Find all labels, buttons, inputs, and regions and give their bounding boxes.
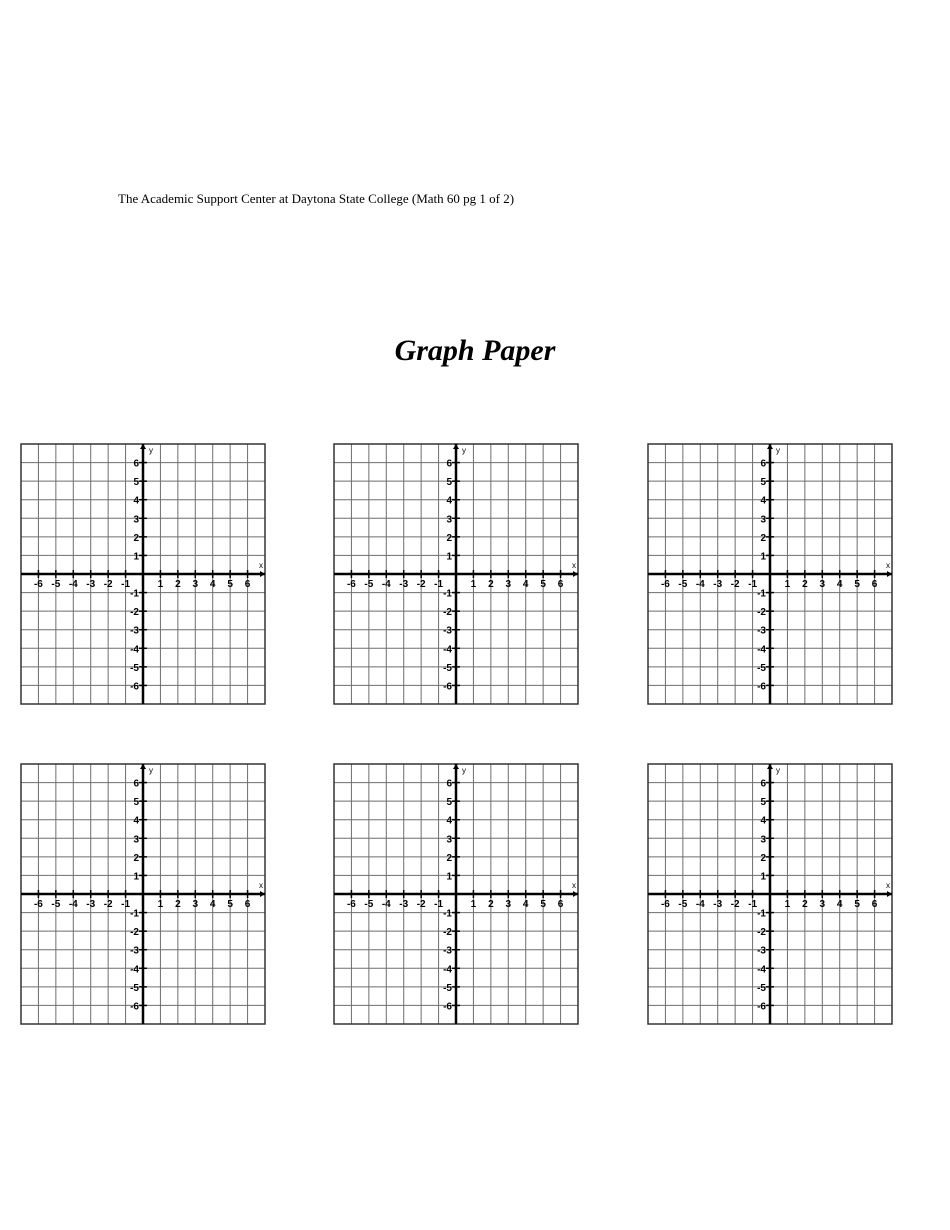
x-tick-label: 5 — [540, 899, 546, 910]
x-tick-label: 6 — [557, 899, 564, 910]
y-tick-label: 5 — [133, 477, 139, 489]
y-tick-label: -3 — [443, 625, 452, 637]
y-tick-label: 3 — [446, 514, 452, 526]
x-tick-label: -3 — [713, 899, 723, 910]
x-tick-label: -2 — [103, 579, 113, 590]
x-tick-label: -1 — [121, 579, 131, 590]
x-tick-label: -1 — [748, 579, 758, 590]
x-tick-label: 2 — [488, 899, 494, 910]
x-tick-label: -6 — [33, 899, 43, 910]
x-tick-label: 5 — [227, 579, 233, 590]
x-tick-label: 3 — [505, 579, 512, 590]
y-tick-label: -6 — [130, 681, 139, 693]
y-tick-label: 3 — [760, 514, 766, 526]
x-tick-label: -2 — [416, 579, 426, 590]
y-axis-label: y — [462, 766, 466, 775]
y-tick-label: 5 — [760, 797, 766, 809]
graph-grid-6 — [647, 763, 893, 1025]
x-tick-label: -4 — [381, 579, 391, 590]
x-tick-label: -3 — [86, 579, 96, 590]
y-tick-label: 3 — [133, 834, 139, 846]
y-tick-label: -5 — [130, 662, 139, 674]
graph-svg — [20, 763, 266, 1025]
y-tick-label: -4 — [443, 964, 452, 976]
x-tick-label: 4 — [209, 899, 216, 910]
x-tick-label: 4 — [836, 579, 843, 590]
x-tick-label: -6 — [346, 899, 356, 910]
x-tick-label: 5 — [854, 579, 860, 590]
x-tick-label: -4 — [381, 899, 391, 910]
y-axis-label: y — [776, 446, 780, 455]
x-tick-label: -2 — [103, 899, 113, 910]
x-tick-label: 6 — [871, 899, 878, 910]
x-tick-label: 3 — [819, 579, 826, 590]
x-tick-label: -6 — [660, 899, 670, 910]
graph-svg — [333, 763, 579, 1025]
y-tick-label: 1 — [760, 871, 766, 883]
y-axis-label: y — [149, 766, 153, 775]
x-tick-label: 5 — [540, 579, 546, 590]
y-tick-label: 5 — [446, 477, 452, 489]
y-tick-label: 2 — [760, 532, 766, 544]
graph-grid-5 — [333, 763, 579, 1025]
x-tick-label: -4 — [695, 899, 705, 910]
x-tick-label: 1 — [157, 579, 164, 590]
y-tick-label: -2 — [757, 607, 766, 619]
y-tick-label: 1 — [133, 871, 139, 883]
y-tick-label: 6 — [760, 778, 766, 790]
y-tick-label: -3 — [443, 945, 452, 957]
x-tick-label: -2 — [730, 899, 740, 910]
x-tick-label: -4 — [695, 579, 705, 590]
x-tick-label: -5 — [678, 899, 688, 910]
y-tick-label: 6 — [133, 458, 139, 470]
x-tick-label: 5 — [227, 899, 233, 910]
graph-grid-1 — [20, 443, 266, 705]
y-tick-label: 3 — [133, 514, 139, 526]
y-tick-label: -1 — [757, 588, 766, 600]
x-tick-label: -4 — [68, 579, 78, 590]
x-tick-label: 2 — [802, 579, 808, 590]
x-tick-label: -1 — [121, 899, 131, 910]
x-tick-label: -2 — [730, 579, 740, 590]
x-tick-label: 4 — [522, 579, 529, 590]
x-tick-label: -5 — [678, 579, 688, 590]
x-tick-label: 6 — [244, 579, 251, 590]
x-tick-label: -1 — [434, 899, 444, 910]
y-tick-label: -5 — [757, 662, 766, 674]
x-tick-label: 3 — [819, 899, 826, 910]
y-tick-label: -1 — [443, 588, 452, 600]
y-tick-label: 2 — [446, 852, 452, 864]
y-tick-label: -2 — [443, 927, 452, 939]
y-tick-label: 2 — [760, 852, 766, 864]
y-tick-label: 2 — [133, 532, 139, 544]
x-tick-label: -4 — [68, 899, 78, 910]
y-tick-label: -6 — [130, 1001, 139, 1013]
y-tick-label: -5 — [443, 662, 452, 674]
graph-svg — [20, 443, 266, 705]
y-tick-label: -6 — [443, 681, 452, 693]
y-tick-label: -5 — [443, 982, 452, 994]
x-tick-label: -3 — [86, 899, 96, 910]
x-tick-label: -5 — [364, 579, 374, 590]
y-tick-label: -4 — [130, 644, 139, 656]
x-tick-label: 2 — [175, 899, 181, 910]
x-tick-label: 3 — [505, 899, 512, 910]
y-tick-label: 6 — [446, 458, 452, 470]
x-tick-label: -3 — [399, 899, 409, 910]
x-tick-label: 2 — [175, 579, 181, 590]
y-tick-label: 4 — [133, 495, 139, 507]
x-tick-label: 6 — [557, 579, 564, 590]
y-tick-label: 3 — [446, 834, 452, 846]
x-tick-label: 6 — [871, 579, 878, 590]
y-tick-label: 5 — [446, 797, 452, 809]
x-tick-label: -1 — [748, 899, 758, 910]
y-tick-label: 5 — [760, 477, 766, 489]
y-tick-label: -2 — [130, 927, 139, 939]
y-tick-label: 1 — [446, 551, 452, 563]
y-tick-label: 2 — [446, 532, 452, 544]
y-tick-label: -5 — [130, 982, 139, 994]
graph-svg — [647, 763, 893, 1025]
y-tick-label: -4 — [130, 964, 139, 976]
x-axis-label: x — [886, 561, 890, 570]
y-tick-label: -5 — [757, 982, 766, 994]
x-tick-label: 2 — [488, 579, 494, 590]
x-tick-label: 1 — [470, 579, 477, 590]
y-tick-label: 1 — [446, 871, 452, 883]
y-tick-label: 1 — [133, 551, 139, 563]
y-tick-label: 4 — [446, 815, 452, 827]
y-tick-label: -2 — [443, 607, 452, 619]
y-tick-label: 3 — [760, 834, 766, 846]
x-tick-label: 1 — [784, 579, 791, 590]
y-tick-label: -4 — [757, 644, 766, 656]
y-tick-label: 4 — [446, 495, 452, 507]
graph-grid-3 — [647, 443, 893, 705]
y-tick-label: 6 — [760, 458, 766, 470]
x-tick-label: -1 — [434, 579, 444, 590]
page-header: The Academic Support Center at Daytona State College (Math 60 pg 1 of 2) — [118, 191, 515, 206]
graph-grid-4 — [20, 763, 266, 1025]
y-tick-label: -4 — [443, 644, 452, 656]
y-tick-label: 5 — [133, 797, 139, 809]
x-axis-label: x — [572, 561, 576, 570]
x-axis-label: x — [259, 881, 263, 890]
x-tick-label: -6 — [33, 579, 43, 590]
x-tick-label: -3 — [713, 579, 723, 590]
y-axis-label: y — [776, 766, 780, 775]
x-axis-label: x — [886, 881, 890, 890]
y-tick-label: -2 — [130, 607, 139, 619]
x-tick-label: -2 — [416, 899, 426, 910]
x-tick-label: 5 — [854, 899, 860, 910]
y-tick-label: -6 — [757, 1001, 766, 1013]
y-tick-label: -6 — [757, 681, 766, 693]
y-tick-label: 4 — [133, 815, 139, 827]
y-axis-label: y — [462, 446, 466, 455]
y-tick-label: -1 — [757, 908, 766, 920]
x-tick-label: 3 — [192, 579, 199, 590]
x-tick-label: 4 — [522, 899, 529, 910]
x-tick-label: 1 — [470, 899, 477, 910]
y-tick-label: 6 — [133, 778, 139, 790]
y-tick-label: -3 — [757, 625, 766, 637]
x-axis-label: x — [259, 561, 263, 570]
x-tick-label: -6 — [660, 579, 670, 590]
x-axis-label: x — [572, 881, 576, 890]
x-tick-label: 1 — [157, 899, 164, 910]
x-tick-label: 4 — [836, 899, 843, 910]
y-tick-label: -4 — [757, 964, 766, 976]
y-tick-label: 4 — [760, 815, 766, 827]
page-title: Graph Paper — [394, 334, 556, 367]
y-tick-label: -3 — [130, 945, 139, 957]
graph-svg — [647, 443, 893, 705]
y-tick-label: -1 — [130, 588, 139, 600]
y-tick-label: -1 — [130, 908, 139, 920]
y-axis-label: y — [149, 446, 153, 455]
x-tick-label: 4 — [209, 579, 216, 590]
y-tick-label: -1 — [443, 908, 452, 920]
y-tick-label: 6 — [446, 778, 452, 790]
graph-grid-2 — [333, 443, 579, 705]
x-tick-label: -5 — [51, 579, 61, 590]
x-tick-label: 3 — [192, 899, 199, 910]
y-tick-label: -3 — [130, 625, 139, 637]
x-tick-label: -5 — [364, 899, 374, 910]
y-tick-label: -6 — [443, 1001, 452, 1013]
x-tick-label: -5 — [51, 899, 61, 910]
y-tick-label: 2 — [133, 852, 139, 864]
y-tick-label: 1 — [760, 551, 766, 563]
x-tick-label: 6 — [244, 899, 251, 910]
y-tick-label: -2 — [757, 927, 766, 939]
x-tick-label: 1 — [784, 899, 791, 910]
x-tick-label: -3 — [399, 579, 409, 590]
graph-svg — [333, 443, 579, 705]
y-tick-label: 4 — [760, 495, 766, 507]
x-tick-label: -6 — [346, 579, 356, 590]
y-tick-label: -3 — [757, 945, 766, 957]
x-tick-label: 2 — [802, 899, 808, 910]
